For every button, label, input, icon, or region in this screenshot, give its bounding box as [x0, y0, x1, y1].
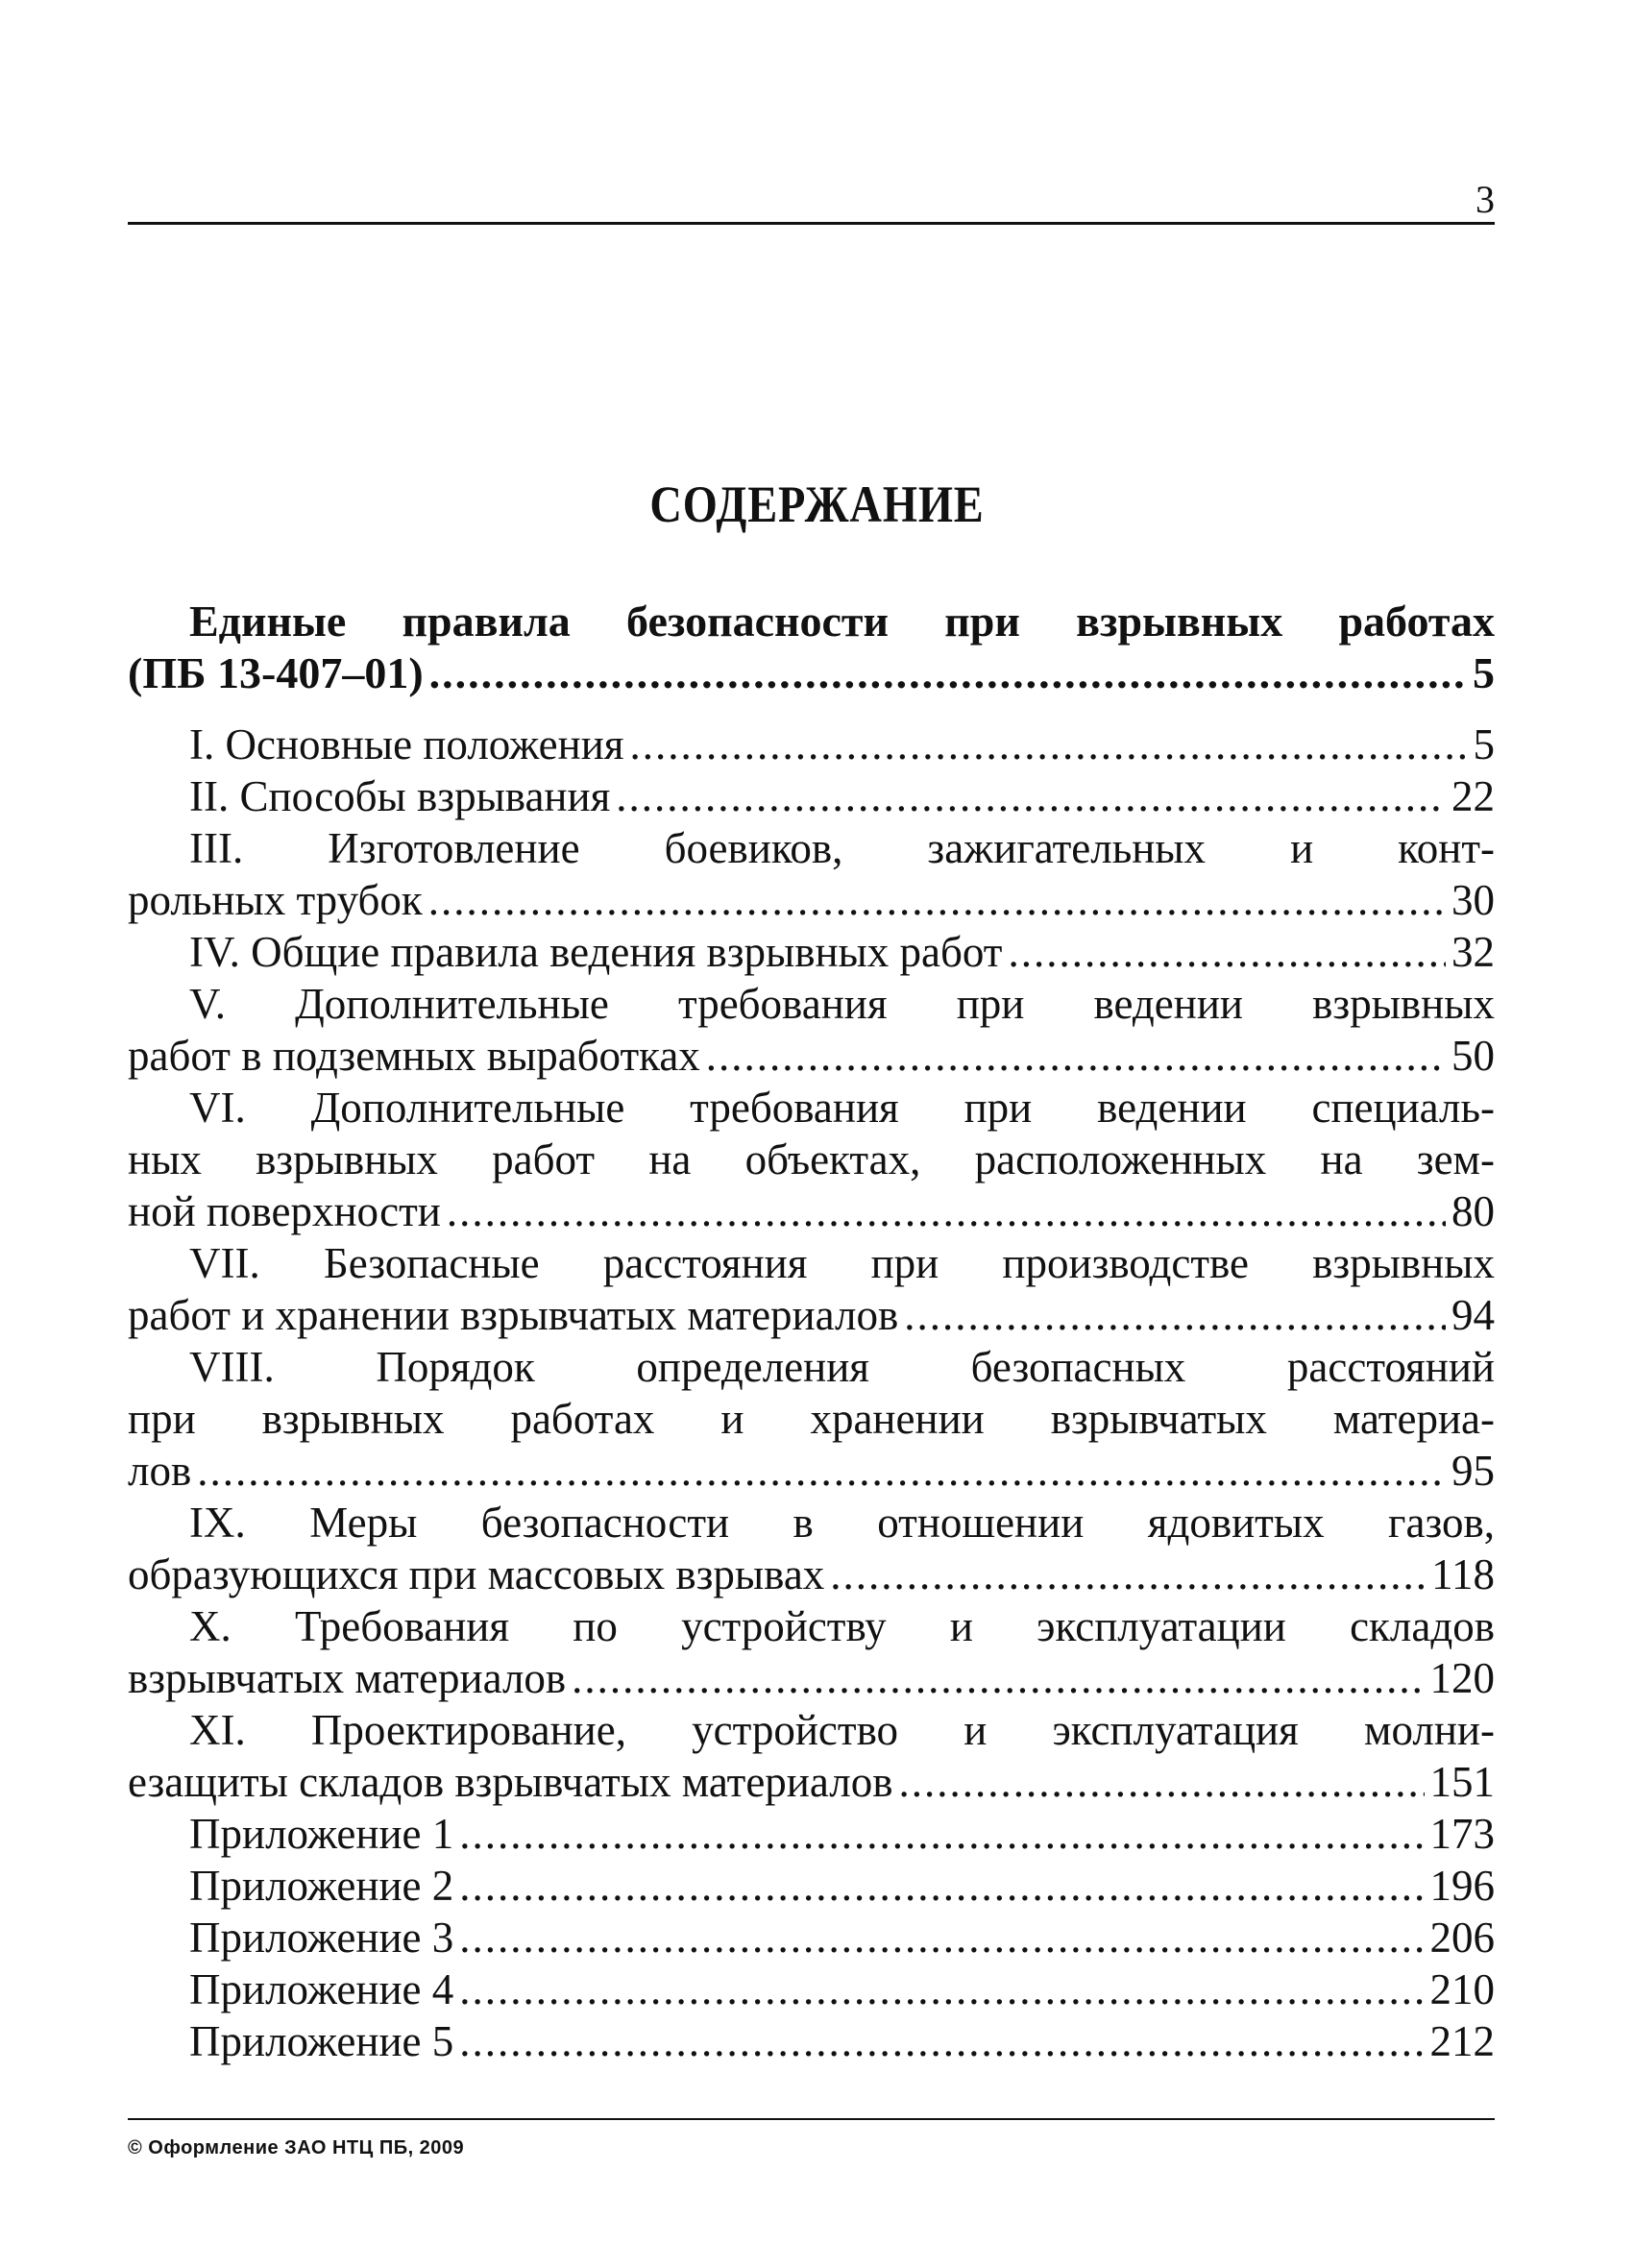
toc-entry-text: Приложение 5 [189, 2017, 454, 2065]
dot-leader [898, 1761, 1424, 1804]
toc-entry-page: 212 [1429, 2017, 1495, 2065]
toc-entry[interactable] [128, 1963, 1495, 2015]
dot-leader [616, 775, 1446, 818]
toc-entry-line: X. Требования по устройству и эксплуатации складов [189, 1602, 1495, 1650]
dot-leader [830, 1553, 1426, 1597]
toc-entry-page: 206 [1429, 1914, 1495, 1962]
dot-leader [459, 1865, 1424, 1908]
toc-entry-text: езащиты складов взрывчатых материалов [128, 1758, 893, 1806]
toc-entry-text: лов [128, 1447, 192, 1495]
dot-leader [459, 1968, 1424, 2012]
toc-entry-last-line [128, 719, 1495, 770]
toc-entry-line: III. Изготовление боевиков, зажигательных и конт- [189, 824, 1495, 872]
toc-entry[interactable] [128, 1082, 1495, 1237]
toc-entry[interactable] [128, 1497, 1495, 1600]
footer-copyright: © Оформление ЗАО НТЦ ПБ, 2009 [128, 2137, 465, 2158]
toc-entry-line: ных взрывных работ на объектах, расположенных на зем- [128, 1135, 1495, 1183]
toc-entry-last-line [128, 1185, 1495, 1237]
toc-entry-last-line [128, 1652, 1495, 1704]
toc-entry-text: Приложение 3 [189, 1914, 454, 1962]
toc-entry-text: II. Способы взрывания [189, 772, 611, 820]
toc-entry-last-line [128, 1808, 1495, 1860]
dot-leader [447, 1190, 1446, 1233]
toc-entry[interactable] [128, 719, 1495, 770]
toc-main-entry-last-line [128, 647, 1495, 699]
toc-main-entry-text: (ПБ 13-407–01) [128, 648, 424, 697]
toc-entry-last-line [128, 1963, 1495, 2015]
dot-leader [629, 723, 1467, 767]
dot-leader [459, 1916, 1424, 1960]
toc-entry-last-line [128, 1289, 1495, 1341]
toc-entry[interactable] [128, 1912, 1495, 1963]
toc-entry-text: Приложение 2 [189, 1862, 454, 1910]
toc-entry[interactable] [128, 978, 1495, 1082]
toc-entry-line: V. Дополнительные требования при ведении взрывных [189, 980, 1495, 1028]
toc-entry-last-line [128, 1860, 1495, 1912]
toc-entry[interactable] [128, 1808, 1495, 1860]
toc-entry-page: 22 [1451, 772, 1495, 820]
toc-entry-text: Приложение 1 [189, 1810, 454, 1858]
toc-entry-text: взрывчатых материалов [128, 1654, 567, 1702]
toc-entry-page: 151 [1429, 1758, 1495, 1806]
toc-entry-page: 5 [1473, 720, 1495, 768]
toc-entry-line: IX. Меры безопасности в отношении ядовитых газов, [189, 1499, 1495, 1547]
dot-leader [197, 1450, 1446, 1493]
toc-entry-text: ной поверхности [128, 1187, 441, 1235]
toc-entry-page: 210 [1429, 1965, 1495, 2013]
toc-entries [128, 719, 1495, 2067]
dot-leader [706, 1035, 1446, 1078]
toc-entry-line: VI. Дополнительные требования при ведении специаль- [189, 1084, 1495, 1132]
toc-entry-text: работ и хранении взрывчатых материалов [128, 1291, 899, 1339]
toc-entry[interactable] [128, 1600, 1495, 1704]
toc-main-entry[interactable] [128, 596, 1495, 699]
toc-main-entry-page: 5 [1473, 648, 1495, 697]
dot-leader [572, 1657, 1424, 1700]
header-rule [128, 222, 1495, 225]
toc-entry-text: образующихся при массовых взрывах [128, 1550, 825, 1598]
toc-entry-text: работ в подземных выработках [128, 1032, 700, 1080]
toc-entry-last-line [128, 2015, 1495, 2067]
toc-entry[interactable] [128, 822, 1495, 926]
toc-entry[interactable] [128, 1704, 1495, 1808]
toc-entry-text: I. Основные положения [189, 720, 624, 768]
toc-entry-text: IV. Общие правила ведения взрывных работ [189, 928, 1003, 976]
toc-main-entry-line: Единые правила безопасности при взрывных работах [189, 597, 1495, 646]
toc-entry-last-line [128, 1756, 1495, 1808]
toc-entry-last-line [128, 770, 1495, 822]
toc-entry-page: 94 [1451, 1291, 1495, 1339]
toc-entry-page: 30 [1451, 876, 1495, 924]
toc-entry-line: при взрывных работах и хранении взрывчатых материа- [128, 1395, 1495, 1443]
toc-entry-page: 80 [1451, 1187, 1495, 1235]
toc-entry-text: рольных трубок [128, 876, 423, 924]
toc-entry-page: 95 [1451, 1447, 1495, 1495]
toc-entry-last-line [128, 874, 1495, 926]
toc-entry-page: 120 [1429, 1654, 1495, 1702]
toc-entry-last-line [128, 1549, 1495, 1600]
toc-entry-page: 196 [1429, 1862, 1495, 1910]
toc-entry-last-line [128, 1030, 1495, 1082]
dot-leader [459, 1813, 1424, 1856]
dot-leader [1008, 931, 1446, 974]
dot-leader [459, 2020, 1424, 2063]
toc-entry[interactable] [128, 1237, 1495, 1341]
toc-title: СОДЕРЖАНИЕ [649, 476, 985, 533]
toc-entry-last-line [128, 1912, 1495, 1963]
toc-entry-page: 118 [1431, 1550, 1495, 1598]
toc-entry-page: 50 [1451, 1032, 1495, 1080]
page-number: 3 [1475, 178, 1495, 221]
toc-entry[interactable] [128, 2015, 1495, 2067]
toc-entry[interactable] [128, 926, 1495, 978]
toc-entry-last-line [128, 926, 1495, 978]
footer-rule [128, 2118, 1495, 2120]
toc-entry[interactable] [128, 1341, 1495, 1497]
table-of-contents [128, 596, 1495, 2067]
toc-entry[interactable] [128, 770, 1495, 822]
toc-entry-last-line [128, 1445, 1495, 1497]
toc-entry-text: Приложение 4 [189, 1965, 454, 2013]
dot-leader [428, 879, 1446, 922]
toc-entry-page: 32 [1451, 928, 1495, 976]
toc-entry-line: VII. Безопасные расстояния при производстве взрывных [189, 1239, 1495, 1287]
dot-leader [904, 1294, 1446, 1337]
dot-leader [429, 651, 1467, 695]
toc-entry-page: 173 [1429, 1810, 1495, 1858]
toc-entry-line: XI. Проектирование, устройство и эксплуатация молни- [189, 1706, 1495, 1754]
toc-entry-line: VIII. Порядок определения безопасных расстояний [189, 1343, 1495, 1391]
toc-entry[interactable] [128, 1860, 1495, 1912]
